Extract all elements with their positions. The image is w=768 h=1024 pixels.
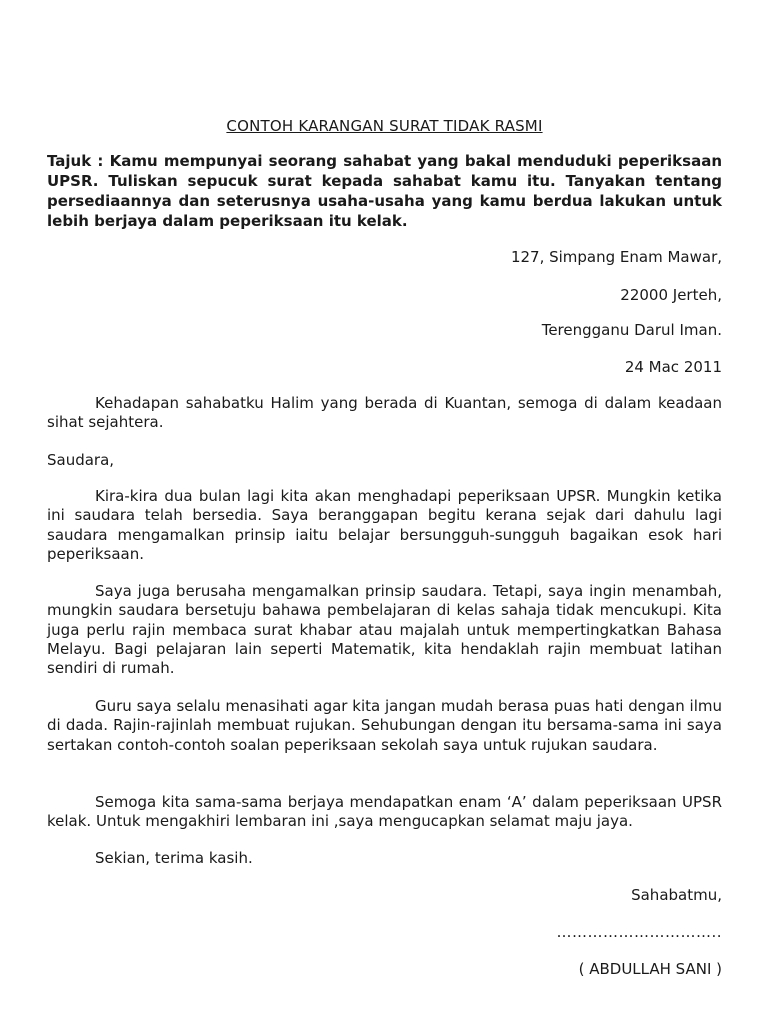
salutation: Saudara, [47,451,115,469]
document-title: CONTOH KARANGAN SURAT TIDAK RASMI [226,117,543,135]
opening-greeting: Kehadapan sahabatku Halim yang berada di Kuantan, semoga di dalam keadaan sihat sejahtera. [47,394,722,432]
address-line-3: Terengganu Darul Iman. [541,321,722,339]
assignment-prompt: Tajuk : Kamu mempunyai seorang sahabat yang bakal menduduki peperiksaan UPSR. Tuliskan sepucuk surat kepada sahabat kamu itu. Tanyakan tentang persediaannya dan seterusnya usaha-usaha yang kamu berdua lakukan untuk lebih berjaya dalam peperiksaan itu kelak. [47,152,722,230]
body-paragraph-4: Semoga kita sama-sama berjaya mendapatkan enam ‘A’ dalam peperiksaan UPSR kelak. Untuk mengakhiri lembaran ini ,saya mengucapkan selamat maju jaya. [47,793,722,831]
letter-date: 24 Mac 2011 [624,358,722,376]
body-paragraph-3: Guru saya selalu menasihati agar kita jangan mudah berasa puas hati dengan ilmu di dada. Rajin-rajinlah membuat rujukan. Sehubungan dengan itu bersama-sama ini saya sertakan contoh-contoh soalan peperiksaan sekolah saya untuk rujukan saudara. [47,697,722,754]
letter-page [47,0,722,1024]
signoff: Sahabatmu, [631,886,722,904]
closing-line: Sekian, terima kasih. [95,849,253,867]
address-line-2: 22000 Jerteh, [620,286,722,304]
body-paragraph-1: Kira-kira dua bulan lagi kita akan menghadapi peperiksaan UPSR. Mungkin ketika ini saudara telah bersedia. Saya beranggapan begitu kerana sejak dari dahulu lagi saudara mengamalkan prinsip iaitu belajar bersungguh-sungguh bagaikan esok hari peperiksaan. [47,487,722,563]
body-paragraph-2: Saya juga berusaha mengamalkan prinsip saudara. Tetapi, saya ingin menambah, mungkin saudara bersetuju bahawa pembelajaran di kelas sahaja tidak mencukupi. Kita juga perlu rajin membaca surat khabar atau majalah untuk mempertingkatkan Bahasa Melayu. Bagi pelajaran lain seperti Matematik, kita hendaklah rajin membuat latihan sendiri di rumah. [47,582,722,678]
address-line-1: 127, Simpang Enam Mawar, [510,248,722,266]
signature-line: ………………………….. [556,923,722,941]
signature-name: ( ABDULLAH SANI ) [578,960,722,978]
